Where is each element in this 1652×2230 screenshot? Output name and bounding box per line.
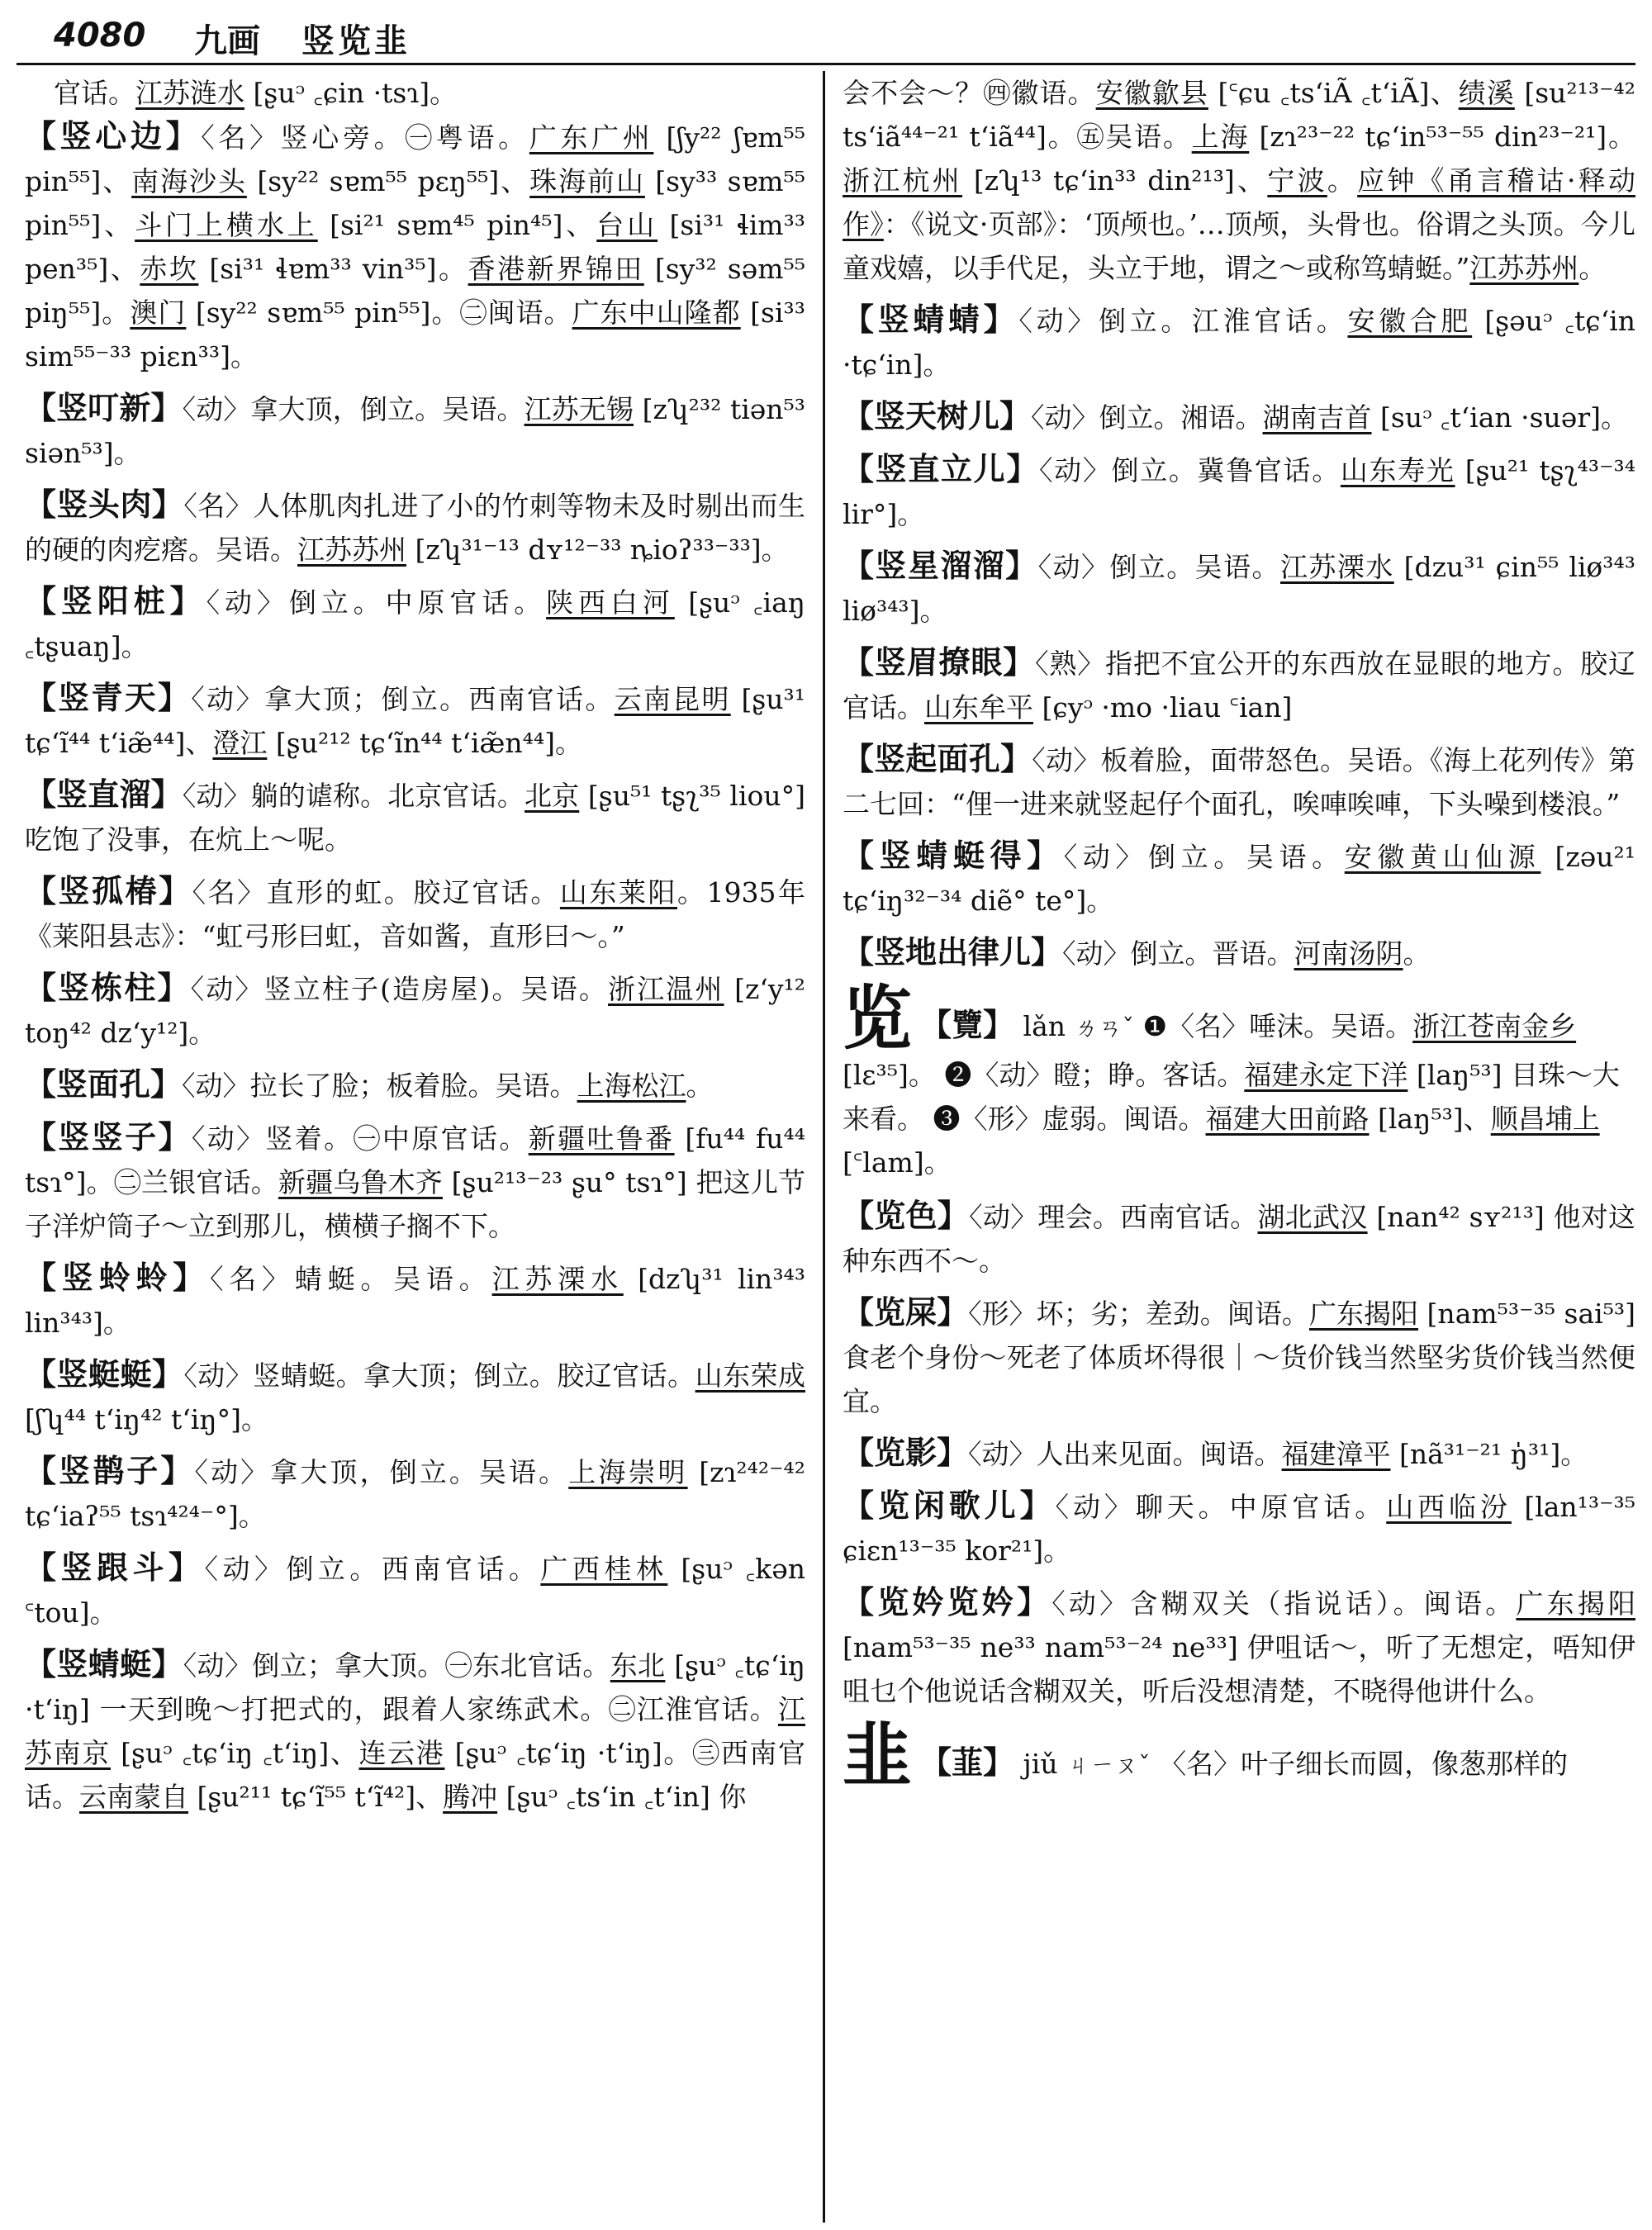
headword: 【览闲歌儿】 [843, 1487, 1056, 1524]
location: 浙江温州 [608, 973, 724, 1005]
dictionary-entry: 【竖直立儿】〈动〉倒立。冀鲁官话。山东寿光 [ʂu²¹ tʂʅ⁴³⁻³⁴ lir°]。 [843, 451, 1635, 530]
header-words: 竖览韭 [301, 22, 411, 60]
location: 上海 [1191, 121, 1250, 153]
headword: 【竖直立儿】 [843, 451, 1040, 487]
continued-text: 官话。江苏涟水 [ʂuᵓ ꜀ɕin ·tsɿ]。 [54, 77, 458, 109]
traditional-form: 【覽】 [920, 1007, 1015, 1043]
right-column [843, 71, 1635, 2218]
dictionary-entry: 【竖头肉】〈名〉人体肌肉扎进了小的竹刺等物未及时剔出而生的硬的肉疙瘩。吴语。江苏苏州 [zʮ³¹⁻¹³ dʏ¹²⁻³³ ȵioʔ³³⁻³³]。 [25, 486, 805, 566]
location: 江苏南京 [25, 1693, 805, 1769]
pinyin: jiǔ [1023, 1748, 1058, 1780]
headword: 【竖蜓蜓】 [25, 1356, 184, 1393]
dictionary-entry: 【竖眉撩眼】〈熟〉指把不宜公开的东西放在显眼的地方。胶辽官话。山东牟平 [ɕyᵓ ·mo ·liau ꜂ian] [843, 644, 1635, 724]
dictionary-entry: 【竖竖子】〈动〉竖着。㊀中原官话。新疆吐鲁番 [fu⁴⁴ fu⁴⁴ tsɿ°]。㊁兰银官话。新疆乌鲁木齐 [ʂu²¹³⁻²³ ʂu° tsɿ°] 把这儿节子洋炉筒子～立到那儿，横横子搁不下。 [25, 1119, 805, 1242]
headword: 【竖眉撩眼】 [843, 644, 1035, 681]
dictionary-entry: 【竖跟斗】〈动〉倒立。西南官话。广西桂林 [ʂuᵓ ꜀kən ꜂tou]。 [25, 1549, 805, 1629]
location: 江苏溧水 [1279, 551, 1394, 583]
left-column [25, 71, 805, 2218]
location: 安徽黄山仙源 [1344, 841, 1541, 873]
location: 湖南吉首 [1262, 401, 1372, 434]
location: 江苏无锡 [524, 393, 634, 425]
location: 新疆吐鲁番 [528, 1122, 675, 1155]
dictionary-entry: 【竖天树儿】〈动〉倒立。湘语。湖南吉首 [suᵓ ꜀tʻian ·suər]。 [843, 398, 1628, 434]
headword: 【竖栋柱】 [25, 970, 191, 1006]
location: 赤坎 [140, 253, 199, 285]
head-character: 韭 [843, 1715, 913, 1796]
headword: 【竖蜻蜓】 [25, 1646, 183, 1682]
headword: 【竖面孔】 [25, 1066, 183, 1103]
location: 广东广州 [529, 121, 654, 154]
location: 浙江杭州 [843, 164, 963, 197]
headword: 【竖青天】 [25, 680, 192, 716]
location: 连云港 [358, 1737, 445, 1769]
dictionary-entry: 【竖面孔】〈动〉拉长了脸；板着脸。吴语。上海松江。 [25, 1066, 714, 1103]
dictionary-entry: 【览妗览妗】〈动〉含糊双关（指说话）。闽语。广东揭阳 [nam⁵³⁻³⁵ ne³³ nam⁵³⁻²⁴ ne³³] 伊咀话～，听了无想定，唔知伊咀乜个他说话含糊双关，听后没想清楚，不晓得他讲什么。 [843, 1584, 1635, 1707]
location: 广东揭阳 [1308, 1298, 1419, 1330]
location: 上海崇明 [568, 1456, 688, 1488]
dictionary-entry: 【竖蜻蜻】〈动〉倒立。江淮官话。安徽合肥 [ʂəuᵓ ꜀tɕʻin ·tɕʻin]。 [843, 301, 1635, 381]
location: 湖北武汉 [1257, 1201, 1368, 1233]
location: 云南蒙自 [79, 1781, 188, 1813]
dictionary-entry: 【竖地出律儿】〈动〉倒立。晋语。河南汤阴。 [843, 934, 1431, 970]
headword: 【竖天树儿】 [843, 398, 1032, 434]
location: 山东荣成 [695, 1359, 805, 1392]
headword: 【竖心边】 [25, 118, 202, 154]
headword: 【竖阳桩】 [25, 583, 206, 619]
column-divider [823, 71, 825, 2223]
page-number: 4080 [54, 17, 146, 55]
location: 绩溪 [1458, 77, 1515, 109]
location: 腾冲 [443, 1781, 498, 1813]
headword: 【览影】 [843, 1435, 969, 1471]
location: 山东寿光 [1340, 454, 1455, 486]
location: 东北 [610, 1649, 666, 1682]
location: 顺昌埔上 [1490, 1103, 1600, 1135]
pinyin: lǎn [1023, 1010, 1066, 1042]
location: 广东中山隆都 [572, 297, 741, 329]
location: 珠海前山 [529, 165, 645, 197]
dictionary-entry: 【竖直溜】〈动〉躺的谑称。北京官话。北京 [ʂu⁵¹ tʂʅ³⁵ liou°] 吃饱了没事，在炕上～呢。 [25, 776, 805, 856]
location: 安徽歙县 [1095, 77, 1208, 109]
location: 安徽合肥 [1347, 305, 1473, 337]
location: 江苏苏州 [297, 534, 406, 566]
stroke-count: 九画 [194, 22, 260, 60]
location: 福建漳平 [1281, 1438, 1391, 1470]
headword: 【览妗览妗】 [843, 1584, 1052, 1620]
location: 香港新界锦田 [468, 253, 644, 285]
location: 澄江 [212, 727, 268, 759]
headword: 【竖鹊子】 [25, 1453, 195, 1489]
dictionary-entry: 【览闲歌儿】〈动〉聊天。中原官话。山西临汾 [lan¹³⁻³⁵ ɕiɛn¹³⁻³⁵ kor²¹]。 [843, 1487, 1635, 1567]
location: 山西临汾 [1386, 1491, 1512, 1523]
citation: 应钟《甬言稽诂·释动作》 [843, 164, 1635, 240]
headword: 【竖头肉】 [25, 486, 184, 523]
headword: 【竖直溜】 [25, 776, 183, 813]
traditional-form: 【韮】 [920, 1744, 1015, 1781]
headword: 【竖蜻蜻】 [843, 301, 1019, 338]
location: 山东莱阳 [559, 876, 677, 909]
dictionary-entry: 【竖叮新】〈动〉拿大顶，倒立。吴语。江苏无锡 [zʮ²³² tiən⁵³ siən⁵³]。 [25, 390, 805, 469]
dictionary-entry: 【竖阳桩】〈动〉倒立。中原官话。陕西白河 [ʂuᵓ ꜀iaŋ ꜀tʂuaŋ]。 [25, 583, 805, 662]
dictionary-entry: 【竖星溜溜】〈动〉倒立。吴语。江苏溧水 [dzu³¹ ɕin⁵⁵ liø³⁴³ liø³⁴³]。 [843, 548, 1635, 627]
location: 北京 [524, 780, 580, 812]
location: 江苏苏州 [1469, 252, 1579, 284]
dictionary-entry: 【览色】〈动〉理会。西南官话。湖北武汉 [nan⁴² sʏ²¹³] 他对这种东西不～。 [843, 1198, 1635, 1277]
location: 浙江苍南金乡 [1412, 1010, 1577, 1042]
dictionary-entry: 【览影】〈动〉人出来见面。闽语。福建漳平 [nã³¹⁻²¹ ŋ̍³¹]。 [843, 1435, 1588, 1471]
dictionary-entry: 【竖蜻蜓得】〈动〉倒立。吴语。安徽黄山仙源 [zəu²¹ tɕʻiŋ³²⁻³⁴ diẽ° te°]。 [843, 837, 1635, 917]
dictionary-entry: 【竖鹊子】〈动〉拿大顶，倒立。吴语。上海崇明 [zɿ²⁴²⁻⁴² tɕʻiaʔ⁵⁵ tsɿ⁴²⁴⁻°]。 [25, 1453, 805, 1532]
headword: 【竖地出律儿】 [843, 934, 1063, 970]
location: 广东揭阳 [1516, 1587, 1635, 1620]
citation: 《海上花列传》 [1430, 744, 1609, 776]
dictionary-entry: 【竖孤椿】〈名〉直形的虹。胶辽官话。山东莱阳。1935年《莱阳县志》：“虹弓形曰虹，音如酱，直形曰～。” [25, 873, 805, 952]
headword: 【竖叮新】 [25, 390, 183, 426]
headword: 【竖孤椿】 [25, 873, 192, 909]
location: 广西桂林 [540, 1553, 668, 1585]
headword: 【竖跟斗】 [25, 1549, 205, 1586]
dictionary-entry: 【竖青天】〈动〉拿大顶；倒立。西南官话。云南昆明 [ʂu³¹ tɕʻĩ⁴⁴ tʻiæ̃⁴⁴]、澄江 [ʂu²¹² tɕʻĩn⁴⁴ tʻiæ̃n⁴⁴]。 [25, 680, 805, 759]
headword: 【竖竖子】 [25, 1119, 192, 1155]
location: 宁波 [1267, 164, 1327, 197]
page-header [17, 10, 1635, 65]
location: 新疆乌鲁木齐 [278, 1166, 443, 1198]
location: 云南昆明 [614, 683, 731, 715]
location: 福建永定下洋 [1244, 1059, 1408, 1091]
zhuyin: ㄐㄧㄡˇ [1066, 1751, 1151, 1779]
location: 斗门上横水上 [135, 209, 318, 241]
dictionary-entry: 【竖栋柱】〈动〉竖立柱子(造房屋)。吴语。浙江温州 [zʻy¹² toŋ⁴² dzʻy¹²]。 [25, 970, 805, 1049]
character-entry-lan: 览 【覽】 lǎn ㄌㄢˇ ❶〈名〉唾沫。吴语。浙江苍南金乡 [lɛ³⁵]。 ❷〈动〉瞪；睁。客话。福建永定下洋 [laŋ⁵³] 目珠～大来看。 ❸〈形〉虚弱。闽语。福建大田前路 [laŋ⁵³]、顺昌埔上 [꜂lam]。 [843, 978, 1621, 1179]
headword: 【竖星溜溜】 [843, 548, 1038, 584]
headword: 【竖蜻蜓得】 [843, 837, 1064, 874]
location: 南海沙头 [131, 165, 247, 197]
location: 福建大田前路 [1205, 1103, 1370, 1135]
zhuyin: ㄌㄢˇ [1074, 1013, 1135, 1041]
headword: 【览色】 [843, 1198, 970, 1234]
dictionary-entry: 【竖蛉蛉】〈名〉蜻蜓。吴语。江苏溧水 [dzʮ³¹ lin³⁴³ lin³⁴³]。 [25, 1260, 805, 1339]
head-character: 览 [843, 978, 913, 1059]
location: 河南汤阴 [1294, 937, 1403, 970]
location: 上海松江 [577, 1070, 686, 1102]
headword: 【竖蛉蛉】 [25, 1260, 210, 1296]
location: 陕西白河 [546, 586, 675, 619]
headword: 【竖起面孔】 [843, 741, 1032, 777]
location: 台山 [596, 209, 658, 241]
location: 江苏溧水 [491, 1263, 624, 1295]
dictionary-entry: 【竖起面孔】〈动〉板着脸，面带怒色。吴语。《海上花列传》第二七回：“俚一进来就竖起仔个面孔，唉唓唉唓，下头噪到楼浪。” [843, 741, 1635, 820]
dictionary-entry: 【竖蜻蜓】〈动〉倒立；拿大顶。㊀东北官话。东北 [ʂuᵓ ꜀tɕʻiŋ ·tʻiŋ] 一天到晚～打把式的，跟着人家练武术。㊁江淮官话。江苏南京 [ʂuᵓ ꜀tɕʻiŋ ꜀tʻiŋ]、连云港 [ʂuᵓ ꜀tɕʻiŋ ·tʻiŋ]。㊂西南官话。云南蒙自 [ʂu²¹¹ tɕʻĩ⁵⁵ tʻĩ⁴²]、腾冲 [ʂuᵓ ꜀tsʻin ꜀tʻin] 你 [25, 1646, 805, 1813]
headword: 【览屎】 [843, 1294, 969, 1331]
dictionary-entry: 【竖心边】〈名〉竖心旁。㊀粤语。广东广州 [ʃy²² ʃɐm⁵⁵ pin⁵⁵]、南海沙头 [sy²² sɐm⁵⁵ pɛŋ⁵⁵]、珠海前山 [sy³³ sɐm⁵⁵ pin⁵⁵]、斗门上横水上 [si²¹ sɐm⁴⁵ pin⁴⁵]、台山 [si³¹ ɬim³³ pen³⁵]、赤坎 [si³¹ ɬɐm³³ vin³⁵]。香港新界锦田 [sy³² səm⁵⁵ piŋ⁵⁵]。澳门 [sy²² sɐm⁵⁵ pin⁵⁵]。㊁闽语。广东中山隆都 [si³³ sim⁵⁵⁻³³ piɛn³³]。 [25, 118, 805, 372]
dictionary-entry: 【竖蜓蜓】〈动〉竖蜻蜓。拿大顶；倒立。胶辽官话。山东荣成 [ʃʮ⁴⁴ tʻiŋ⁴² tʻiŋ°]。 [25, 1356, 805, 1435]
dictionary-entry: 【览屎】〈形〉坏；劣；差劲。闽语。广东揭阳 [nam⁵³⁻³⁵ sai⁵³] 食老个身份～死老了体质坏得很｜～货价钱当然堅劣货价钱当然便宜。 [843, 1294, 1635, 1417]
location: 山东牟平 [924, 691, 1033, 724]
location: 澳门 [130, 297, 187, 329]
location: 江苏涟水 [135, 77, 244, 109]
continued-text: 会不会～？㊃徽语。安徽歙县 [꜂ɕu ꜀tsʻiÃ ꜀tʻiÃ]、绩溪 [su²¹³⁻⁴² tsʻiã⁴⁴⁻²¹ tʻiã⁴⁴]。㊄吴语。上海 [zɿ²³⁻²² tɕʻin⁵³⁻⁵⁵ din²³⁻²¹]。浙江杭州 [zʮ¹³ tɕʻin³³ din²¹³]、宁波。应钟《甬言稽诂·释动作》：《说文·页部》：‘顶颅也。’…顶颅，头骨也。俗谓之头顶。今儿童戏嬉，以手代足，头立于地，谓之～或称笃蜻蜓。”江苏苏州。 [843, 77, 1635, 284]
character-entry-jiu: 韭 【韮】 jiǔ ㄐㄧㄡˇ 〈名〉叶子细长而圆，像葱那样的 [843, 1715, 1569, 1796]
